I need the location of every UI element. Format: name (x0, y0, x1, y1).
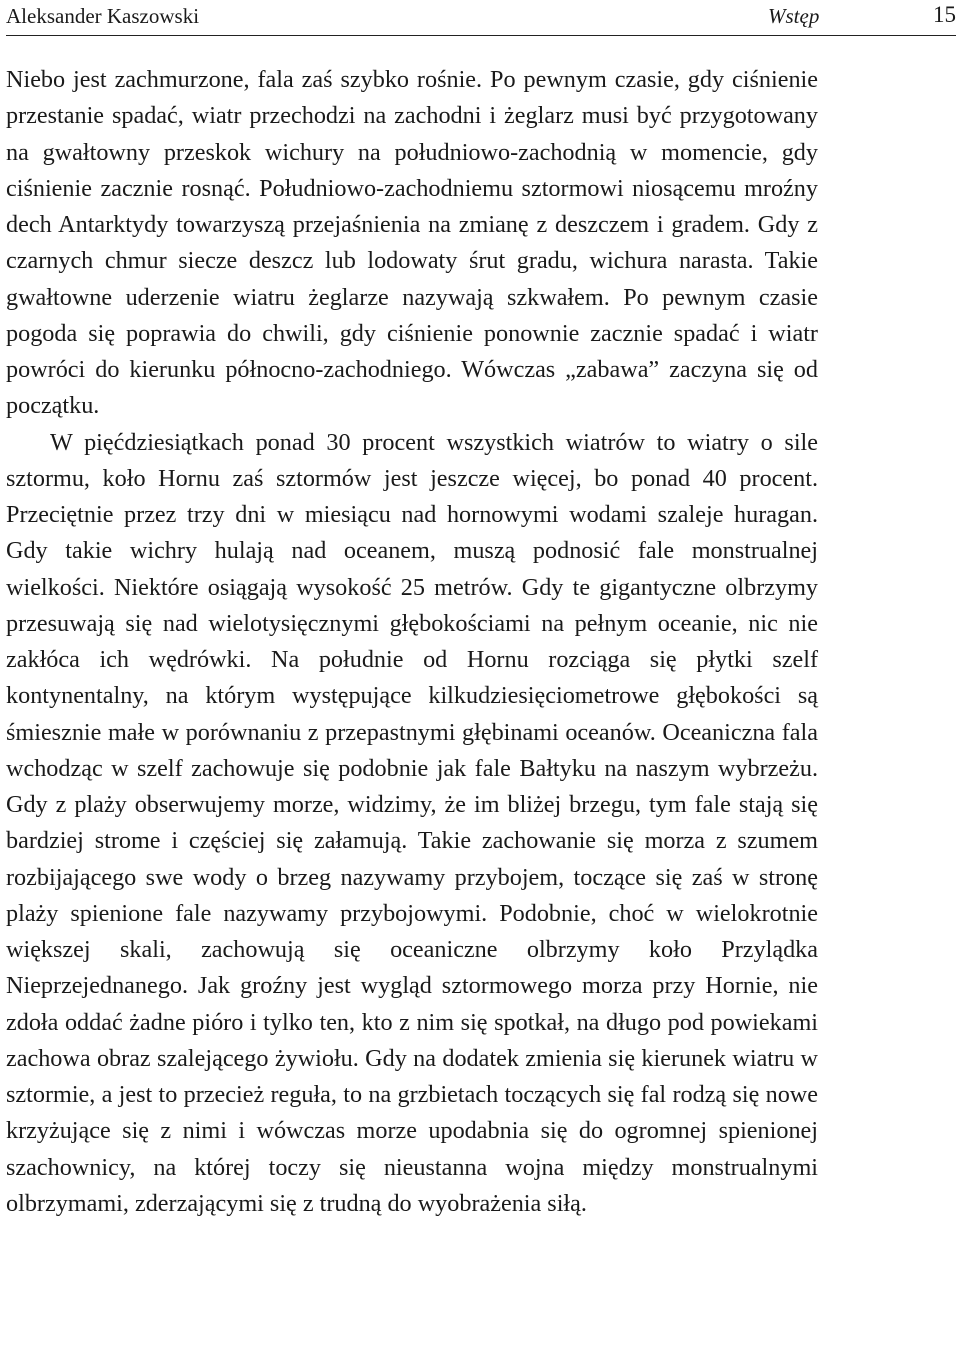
paragraph: W pięćdziesiątkach ponad 30 procent wszystkich wiatrów to wiatry o sile sztormu, koło Hornu zaś sztormów jest jeszcze więcej, bo ponad 40 procent. Przeciętnie przez trzy dni w miesiącu nad hornowymi wodami szaleje huragan. Gdy takie wichry hulają nad oceanem, muszą podnosić fale monstrualnej wielkości. Niektóre osiągają wysokość 25 metrów. Gdy te gigantyczne olbrzymy przesuwają się nad wielotysięcznymi głębokościami na pełnym oceanie, nic nie zakłóca ich wędrówki. Na południe od Hornu rozciąga się płytki szelf kontynentalny, na którym występujące kilkudziesięciometrowe głębokości są śmiesznie małe w porównaniu z przepastnymi głębinami oceanów. Oceaniczna fala wchodząc w szelf zachowuje się podobnie jak fale Bałtyku na naszym wybrzeżu. Gdy z plaży obserwujemy morze, widzimy, że im bliżej brzegu, tym fale stają się bardziej strome i częściej się załamują. Takie zachowanie się morza z szumem rozbijającego swe wody o brzeg nazywamy przybojem, toczące się zaś w stronę plaży spienione fale nazywamy przybojowymi. Podobnie, choć w wielokrotnie większej skali, zachowują się oceaniczne olbrzymy koło Przylądka Nieprzejednanego. Jak groźny jest wygląd sztormowego morza przy Hornie, nie zdoła oddać żadne pióro i tylko ten, kto z nim się spotkał, na długo pod powiekami zachowa obraz szalejącego żywiołu. Gdy na dodatek zmienia się kierunek wiatru w sztormie, a jest to przecież reguła, to na grzbietach toczących się fal rodzą się nowe krzyżujące się z nimi i wówczas morze upodabnia się do ogromnej spienionej szachownicy, na której toczy się nieustanna wojna między monstrualnymi olbrzymami, zderzającymi się z trudną do wyobrażenia siłą. (6, 428, 818, 1217)
running-header (6, 0, 956, 36)
body-text (6, 62, 818, 1222)
running-header-section: Wstęp (768, 4, 820, 28)
paragraph: Niebo jest zachmurzone, fala zaś szybko rośnie. Po pewnym czasie, gdy ciśnienie przestanie spadać, wiatr przechodzi na zachodni i żeglarz musi być przygotowany na gwałtowny przeskok wichury na południowo-zachodnią w momencie, gdy ciśnienie zacznie rosnąć. Południowo-zachodniemu sztormowi niosącemu mroźny dech Antarktydy towarzyszą przejaśnienia na zmianę z deszczem i gradem. Gdy z czarnych chmur siecze deszcz lub lodowaty śrut gradu, wichura narasta. Takie gwałtowne uderzenie wiatru żeglarze nazywają szkwałem. Po pewnym czasie pogoda się poprawia do chwili, gdy ciśnienie ponownie zacznie spadać i wiatr powróci do kierunku północno-zachodniego. Wówczas „zabawa” zaczyna się od początku. (6, 66, 818, 420)
header-rule (6, 35, 956, 36)
page-number: 15 (933, 2, 956, 27)
running-header-author: Aleksander Kaszowski (6, 4, 200, 28)
